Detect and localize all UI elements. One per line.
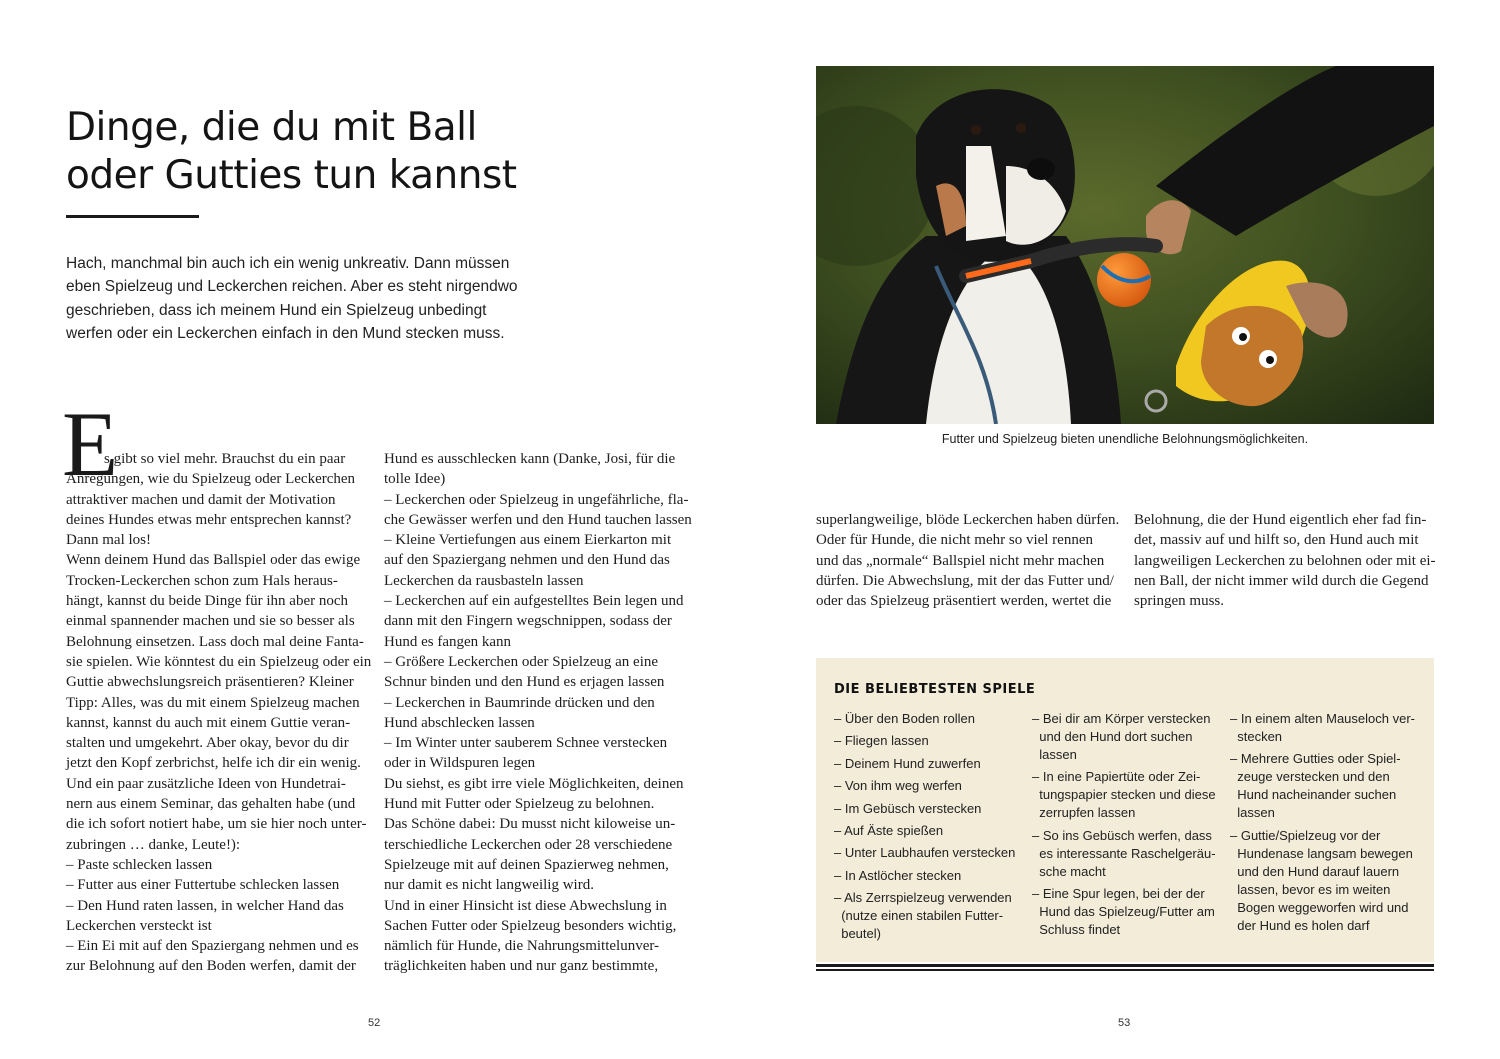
text-line: hängt, kannst du beide Dinge für ihn aber noch (66, 593, 349, 610)
body-column-1 (66, 449, 372, 977)
list-item (834, 777, 1029, 795)
text-line: – Kleine Vertiefungen aus einem Eierkarton mit (384, 532, 672, 549)
tip-box-title: DIE BELIEBTESTEN SPIELE (834, 682, 1036, 697)
text-line: tolle Idee) (384, 471, 446, 488)
text-line: Guttie abwechslungsreich präsentieren? Kleiner (66, 674, 354, 691)
text-line: oder das Spielzeug präsentiert werden, wertet die (816, 593, 1112, 610)
text-line: dann mit den Fingern wegschnippen, sodass der (384, 613, 672, 630)
title-line: Dinge, die du mit Ball (66, 105, 477, 150)
text-line: – Größere Leckerchen oder Spielzeug an eine (384, 653, 659, 670)
text-line: nämlich für Hunde, die Nahrungsmittelunver- (384, 938, 660, 955)
text-line: det, massiv auf und hilft so, den Hund auch mit (1134, 532, 1419, 549)
list-item-line: lassen (1230, 805, 1275, 821)
text-line: nen Ball, der nicht immer wild durch die Gegend (1134, 572, 1429, 589)
text-line: deines Hundes etwas mehr entsprechen kannst? (66, 511, 352, 528)
list-item (834, 889, 1029, 943)
text-line: – Im Winter unter sauberem Schnee verstecken (384, 735, 668, 752)
list-item-line: – Mehrere Gutties oder Spiel- (1230, 751, 1401, 767)
list-item (834, 755, 1029, 773)
text-line: träglichkeiten haben und nur ganz bestimmte, (384, 958, 659, 975)
text-line: attraktiver machen und damit der Motivation (66, 491, 336, 508)
text-line: dürfen. Die Abwechslung, mit der das Futter und/ (816, 572, 1114, 589)
text-line: Oder für Hunde, die nicht mehr so viel rennen (816, 532, 1093, 549)
text-line: auf den Spaziergang nehmen und den Hund das (384, 552, 670, 569)
list-item-line: – Guttie/Spielzeug vor der (1230, 827, 1381, 843)
list-item (1230, 827, 1425, 935)
text-line: – Paste schlecken lassen (66, 856, 213, 873)
text-line: superlangweilige, blöde Leckerchen haben dürfen. (816, 512, 1120, 528)
text-line: – Leckerchen auf ein aufgestelltes Bein legen und (384, 593, 684, 610)
text-line: – Futter aus einer Futtertube schlecken lassen (66, 877, 340, 894)
page-number: 52 (368, 1017, 381, 1029)
text-line: Das Schöne dabei: Du musst nicht kiloweise un- (384, 816, 676, 833)
text-line: oder in Wildspuren legen (384, 755, 536, 772)
title-underline (66, 215, 199, 218)
text-line: – Leckerchen in Baumrinde drücken und den (384, 694, 655, 711)
list-item-line: – Als Zerrspielzeug verwenden (834, 890, 1012, 906)
list-item-line: und den Hund darauf lauern (1230, 863, 1400, 879)
text-line: Wenn deinem Hund das Ballspiel oder das ewige (66, 552, 361, 569)
list-item-line: – Von ihm weg werfen (834, 778, 962, 794)
text-line: s gibt so viel mehr. Brauchst du ein paar (104, 451, 346, 467)
text-line: eben Spielzeug und Leckerchen reichen. Aber es steht nirgendwo (66, 278, 518, 296)
list-item (1230, 710, 1425, 746)
list-item-line: und den Hund dort suchen (1032, 729, 1193, 744)
text-line: terschiedliche Leckerchen oder 28 verschiedene (384, 836, 673, 853)
text-line: jetzt den Kopf zerbrichst, helfe ich dir ein wenig. (66, 755, 361, 772)
list-item-line: – Unter Laubhaufen verstecken (834, 845, 1016, 861)
text-line: – Den Hund raten lassen, in welcher Hand das (66, 897, 344, 914)
text-line: Dann mal los! (66, 532, 151, 549)
list-item-line: – Im Gebüsch verstecken (834, 800, 982, 816)
right-page (750, 0, 1500, 1059)
list-item-line: Hund nacheinander suchen (1230, 787, 1397, 803)
text-line: einmal spannender machen und sie so besser als (66, 613, 355, 630)
list-item (834, 800, 1029, 818)
text-line: Tipp: Alles, was du mit einem Spielzeug machen (66, 694, 360, 711)
list-item-line: (nutze einen stabilen Futter- (834, 908, 1004, 924)
list-item (834, 710, 1029, 728)
list-item-line: – So ins Gebüsch werfen, dass (1032, 827, 1212, 843)
text-line: nern aus einem Seminar, das gehalten habe (und (66, 796, 356, 813)
dog-photo (816, 66, 1434, 424)
list-item-line: – Deinem Hund zuwerfen (834, 755, 981, 771)
list-item (834, 844, 1029, 862)
list-item-line: – Auf Äste spießen (834, 822, 944, 838)
list-item-line: lassen (1032, 747, 1077, 762)
text-line: Hach, manchmal bin auch ich ein wenig unkreativ. Dann müssen (66, 255, 510, 272)
text-line: Du siehst, es gibt irre viele Möglichkeiten, deinen (384, 775, 684, 792)
list-item-line: – In eine Papiertüte oder Zei- (1032, 769, 1201, 785)
text-line: Und in einer Hinsicht ist diese Abwechslung in (384, 897, 667, 914)
intro-paragraph (66, 252, 536, 345)
list-item-line: der Hund es holen darf (1230, 917, 1370, 933)
text-line: Anregungen, wie du Spielzeug oder Leckerchen (66, 471, 356, 488)
text-line: – Ein Ei mit auf den Spaziergang nehmen und es (66, 938, 359, 955)
text-line: kannst, kannst du auch mit einem Guttie veran- (66, 714, 351, 731)
list-item-line: zeuge verstecken und den (1230, 769, 1390, 785)
text-line: Trocken-Leckerchen schon zum Hals heraus- (66, 572, 338, 589)
text-line: che Gewässer werfen und den Hund tauchen lassen (384, 511, 692, 528)
list-item-line: Bogen weggeworfen wird und (1230, 899, 1409, 915)
dog-with-toys-illustration (816, 66, 1434, 424)
title-line: oder Gutties tun kannst (66, 153, 517, 198)
text-line: – Leckerchen oder Spielzeug in ungefährliche, fla- (384, 491, 689, 508)
box-rule-thick (816, 964, 1434, 967)
list-item-line: – In Astlöcher stecken (834, 867, 962, 883)
body-column-2 (384, 449, 692, 977)
text-line: Belohnung einsetzen. Lass doch mal deine Fanta- (66, 633, 364, 650)
page-title (66, 104, 666, 200)
box-rule-thin (816, 969, 1434, 971)
list-item-line: – Über den Boden rollen (834, 711, 975, 726)
list-item-line: Hund das Spielzeug/Futter am (1032, 904, 1215, 920)
text-line: Spielzeuge mit auf deinen Spazierweg nehmen, (384, 856, 669, 873)
list-item-line: – Fliegen lassen (834, 733, 929, 749)
tip-box (816, 658, 1434, 962)
list-item (834, 732, 1029, 750)
text-line: sie spielen. Wie könntest du ein Spielzeug oder ein (66, 653, 372, 670)
list-item-line: tungspapier stecken und diese (1032, 787, 1216, 803)
body-column-1 (816, 510, 1121, 611)
tip-list-column-2 (1032, 710, 1227, 944)
list-item-line: – In einem alten Mauseloch ver- (1230, 711, 1415, 726)
text-line: stalten und umgekehrt. Aber okay, bevor du dir (66, 735, 349, 752)
text-line: Leckerchen versteckt ist (66, 917, 212, 934)
list-item-line: es interessante Raschelgeräu- (1032, 845, 1216, 861)
list-item (1230, 750, 1425, 822)
list-item (1032, 710, 1227, 764)
list-item-line: – Bei dir am Körper verstecken (1032, 711, 1211, 726)
text-line: werfen oder ein Leckerchen einfach in den Mund stecken muss. (66, 324, 505, 342)
list-item (1032, 768, 1227, 822)
list-item-line: zerrupfen lassen (1032, 805, 1136, 821)
photo-caption: Futter und Spielzeug bieten unendliche Belohnungsmöglichkeiten. (941, 432, 1309, 446)
list-item-line: Hundenase langsam bewegen (1230, 845, 1413, 861)
text-line: langweiligen Leckerchen zu belohnen oder mit ei- (1134, 552, 1436, 569)
list-item (1032, 827, 1227, 881)
list-item (1032, 885, 1227, 939)
text-line: zubringen … danke, Leute!): (66, 836, 241, 853)
page-number: 53 (1118, 1017, 1131, 1029)
text-line: Hund abschlecken lassen (384, 714, 535, 731)
text-line: geschrieben, dass ich meinem Hund ein Spielzeug unbedingt (66, 301, 487, 319)
text-line: die ich sofort notiert habe, um sie hier noch unter- (66, 816, 367, 833)
text-line: nur damit es nicht langweilig wird. (384, 877, 594, 894)
list-item-line: – Eine Spur legen, bei der der (1032, 886, 1205, 902)
text-line: Schnur binden und den Hund es erjagen lassen (384, 674, 665, 691)
tip-list-column-1 (834, 710, 1029, 948)
body-column-2 (1134, 510, 1439, 611)
list-item-line: stecken (1230, 729, 1283, 744)
text-line: Hund mit Futter oder Spielzeug zu belohnen. (384, 796, 655, 813)
text-line: springen muss. (1134, 593, 1224, 610)
list-item (834, 867, 1029, 885)
text-line: Belohnung, die der Hund eigentlich eher fad fin- (1134, 512, 1427, 528)
text-line: Sachen Futter oder Spielzeug besonders wichtig, (384, 917, 677, 934)
text-line: Hund es fangen kann (384, 633, 512, 650)
list-item-line: sche macht (1032, 863, 1106, 879)
drop-cap: E (62, 393, 119, 495)
list-item (834, 822, 1029, 840)
list-item-line: lassen, bevor es im weiten (1230, 881, 1391, 897)
text-line: und das „normale“ Ballspiel nicht mehr machen (816, 552, 1105, 569)
tip-list-column-3 (1230, 710, 1425, 939)
text-line: Und ein paar zusätzliche Ideen von Hundetrai- (66, 775, 346, 792)
text-line: Leckerchen da rausbasteln lassen (384, 572, 584, 589)
list-item-line: beutel) (834, 926, 881, 942)
text-line: zur Belohnung auf den Boden werfen, damit der (66, 958, 356, 975)
list-item-line: Schluss findet (1032, 922, 1121, 938)
text-line: Hund es ausschlecken kann (Danke, Josi, für die (384, 451, 676, 467)
